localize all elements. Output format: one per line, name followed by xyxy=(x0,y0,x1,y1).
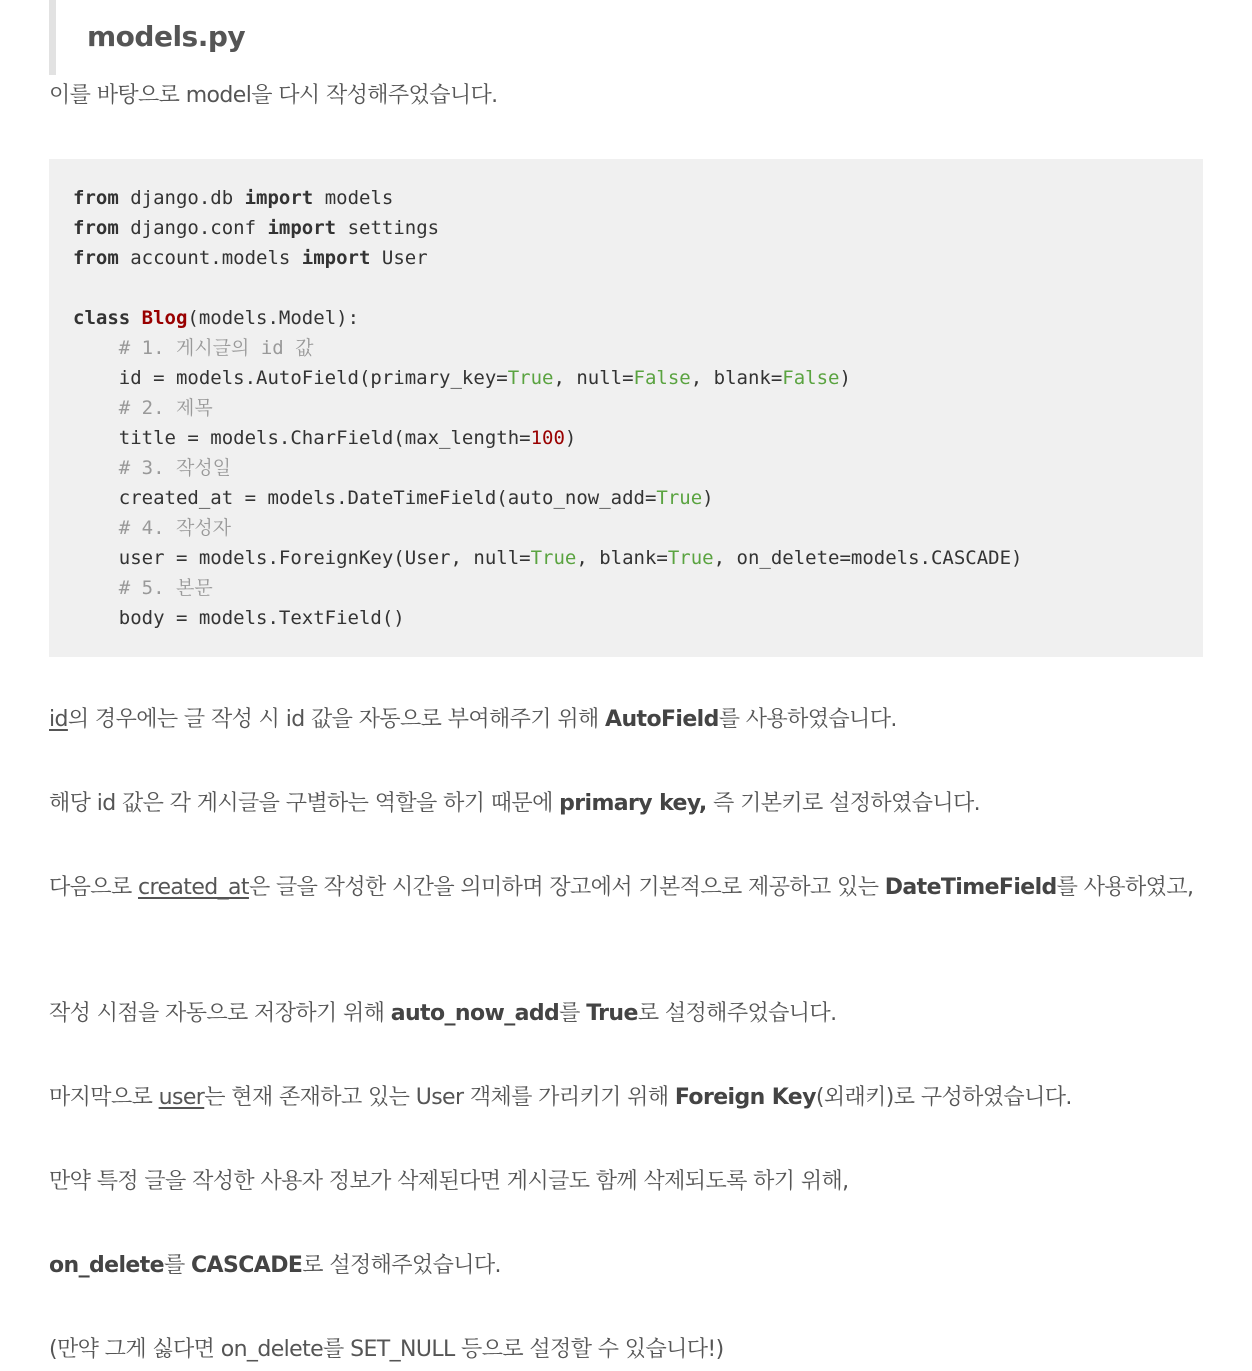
paragraph-text: 즉 기본키로 설정하였습니다. xyxy=(706,791,981,816)
underlined-term: user xyxy=(158,1085,205,1110)
bool-literal: True xyxy=(507,367,554,389)
code-token: django.conf xyxy=(118,217,268,239)
keyword: import xyxy=(244,187,314,209)
code-line-2 xyxy=(73,217,439,239)
bold-term: CASCADE xyxy=(191,1253,303,1278)
keyword: from xyxy=(73,247,119,269)
paragraph-set-null: (만약 그게 싫다면 on_delete를 SET_NULL 등으로 설정할 수 있습니다!) xyxy=(49,1337,724,1362)
bold-term: on_delete xyxy=(49,1253,164,1278)
bool-literal: True xyxy=(656,487,703,509)
section-heading-block xyxy=(49,0,749,75)
code-token: models xyxy=(313,187,394,209)
bold-term: auto_now_add xyxy=(390,1001,560,1026)
code-line-7 xyxy=(119,367,851,389)
section-heading: models.py xyxy=(87,20,246,53)
bold-term: Foreign Key xyxy=(674,1085,816,1110)
code-text xyxy=(73,183,1022,633)
code-comment: # 4. 작성자 xyxy=(118,517,232,539)
bold-term: AutoField xyxy=(605,707,719,732)
paragraph-primary-key xyxy=(49,783,1209,825)
code-token: (models.Model): xyxy=(187,307,360,329)
paragraph-text: 를 xyxy=(559,1001,587,1026)
bold-term: DateTimeField xyxy=(884,875,1057,900)
code-line-15: body = models.TextField() xyxy=(118,607,405,629)
paragraph-text: 로 설정해주었습니다. xyxy=(302,1253,501,1278)
code-token: , blank= xyxy=(576,547,668,569)
underlined-term: id xyxy=(49,707,68,732)
bool-literal: False xyxy=(782,367,840,389)
code-line-9 xyxy=(119,427,577,449)
paragraph-text: 은 글을 작성한 시간을 의미하며 장고에서 기본적으로 제공하고 있는 xyxy=(248,875,885,900)
code-token: , on_delete=models.CASCADE) xyxy=(713,547,1023,569)
paragraph-text: 다음으로 xyxy=(49,875,139,900)
code-token: User xyxy=(370,247,428,269)
code-line-13 xyxy=(119,547,1023,569)
paragraph-foreign-key xyxy=(49,1077,1209,1119)
paragraph-text: (외래키)로 구성하였습니다. xyxy=(815,1085,1072,1110)
code-token: ) xyxy=(839,367,851,389)
keyword: class xyxy=(73,307,131,329)
paragraph-cascade xyxy=(49,1245,1209,1287)
code-block xyxy=(49,159,1203,657)
paragraph-text: 를 사용하였고, xyxy=(1056,875,1194,900)
paragraph-delete-note: 만약 특정 글을 작성한 사용자 정보가 삭제된다면 게시글도 함께 삭제되도록 하기 위해, xyxy=(49,1169,849,1194)
code-line-3 xyxy=(73,247,428,269)
underlined-term: created_at xyxy=(138,875,249,900)
code-line-11 xyxy=(119,487,714,509)
code-comment: # 3. 작성일 xyxy=(118,457,232,479)
code-token: id = models.AutoField(primary_key= xyxy=(118,367,508,389)
paragraph-text: 작성 시점을 자동으로 저장하기 위해 xyxy=(49,1001,391,1026)
code-token: django.db xyxy=(118,187,245,209)
code-token: created_at = models.DateTimeField(auto_now_add= xyxy=(118,487,657,509)
code-line-5 xyxy=(73,307,359,329)
code-comment: # 5. 본문 xyxy=(118,577,213,599)
code-token: , null= xyxy=(553,367,634,389)
code-token: ) xyxy=(702,487,714,509)
bool-literal: True xyxy=(667,547,714,569)
paragraph-text: 를 xyxy=(163,1253,191,1278)
paragraph-text: 를 사용하였습니다. xyxy=(718,707,897,732)
code-line-1 xyxy=(73,187,393,209)
paragraph-text: 로 설정해주었습니다. xyxy=(637,1001,837,1026)
code-token: settings xyxy=(336,217,440,239)
paragraph-auto-now-add xyxy=(49,993,1209,1035)
paragraph-created-at xyxy=(49,867,1199,909)
code-comment: # 2. 제목 xyxy=(118,397,213,419)
code-token: ) xyxy=(564,427,577,449)
code-token: user = models.ForeignKey(User, null= xyxy=(118,547,531,569)
keyword: from xyxy=(73,217,119,239)
number-literal: 100 xyxy=(530,427,565,449)
bold-term: True xyxy=(586,1001,638,1026)
bold-term: primary key, xyxy=(559,791,707,816)
keyword: from xyxy=(73,187,119,209)
paragraph-text: 마지막으로 xyxy=(49,1085,159,1110)
code-token: account.models xyxy=(118,247,302,269)
keyword: import xyxy=(267,217,337,239)
keyword: import xyxy=(301,247,371,269)
paragraph-autofield xyxy=(49,699,1209,741)
bool-literal: False xyxy=(633,367,691,389)
intro-paragraph: 이를 바탕으로 model을 다시 작성해주었습니다. xyxy=(49,83,498,108)
paragraph-text: 는 현재 존재하고 있는 User 객체를 가리키기 위해 xyxy=(204,1085,675,1110)
code-token: title = models.CharField(max_length= xyxy=(118,427,531,449)
code-comment: # 1. 게시글의 id 값 xyxy=(118,337,314,359)
paragraph-text: 해당 id 값은 각 게시글을 구별하는 역할을 하기 때문에 xyxy=(49,791,560,816)
bool-literal: True xyxy=(530,547,577,569)
code-token: , blank= xyxy=(690,367,783,389)
paragraph-text: 의 경우에는 글 작성 시 id 값을 자동으로 부여해주기 위해 xyxy=(67,707,606,732)
class-name: Blog xyxy=(141,307,188,329)
